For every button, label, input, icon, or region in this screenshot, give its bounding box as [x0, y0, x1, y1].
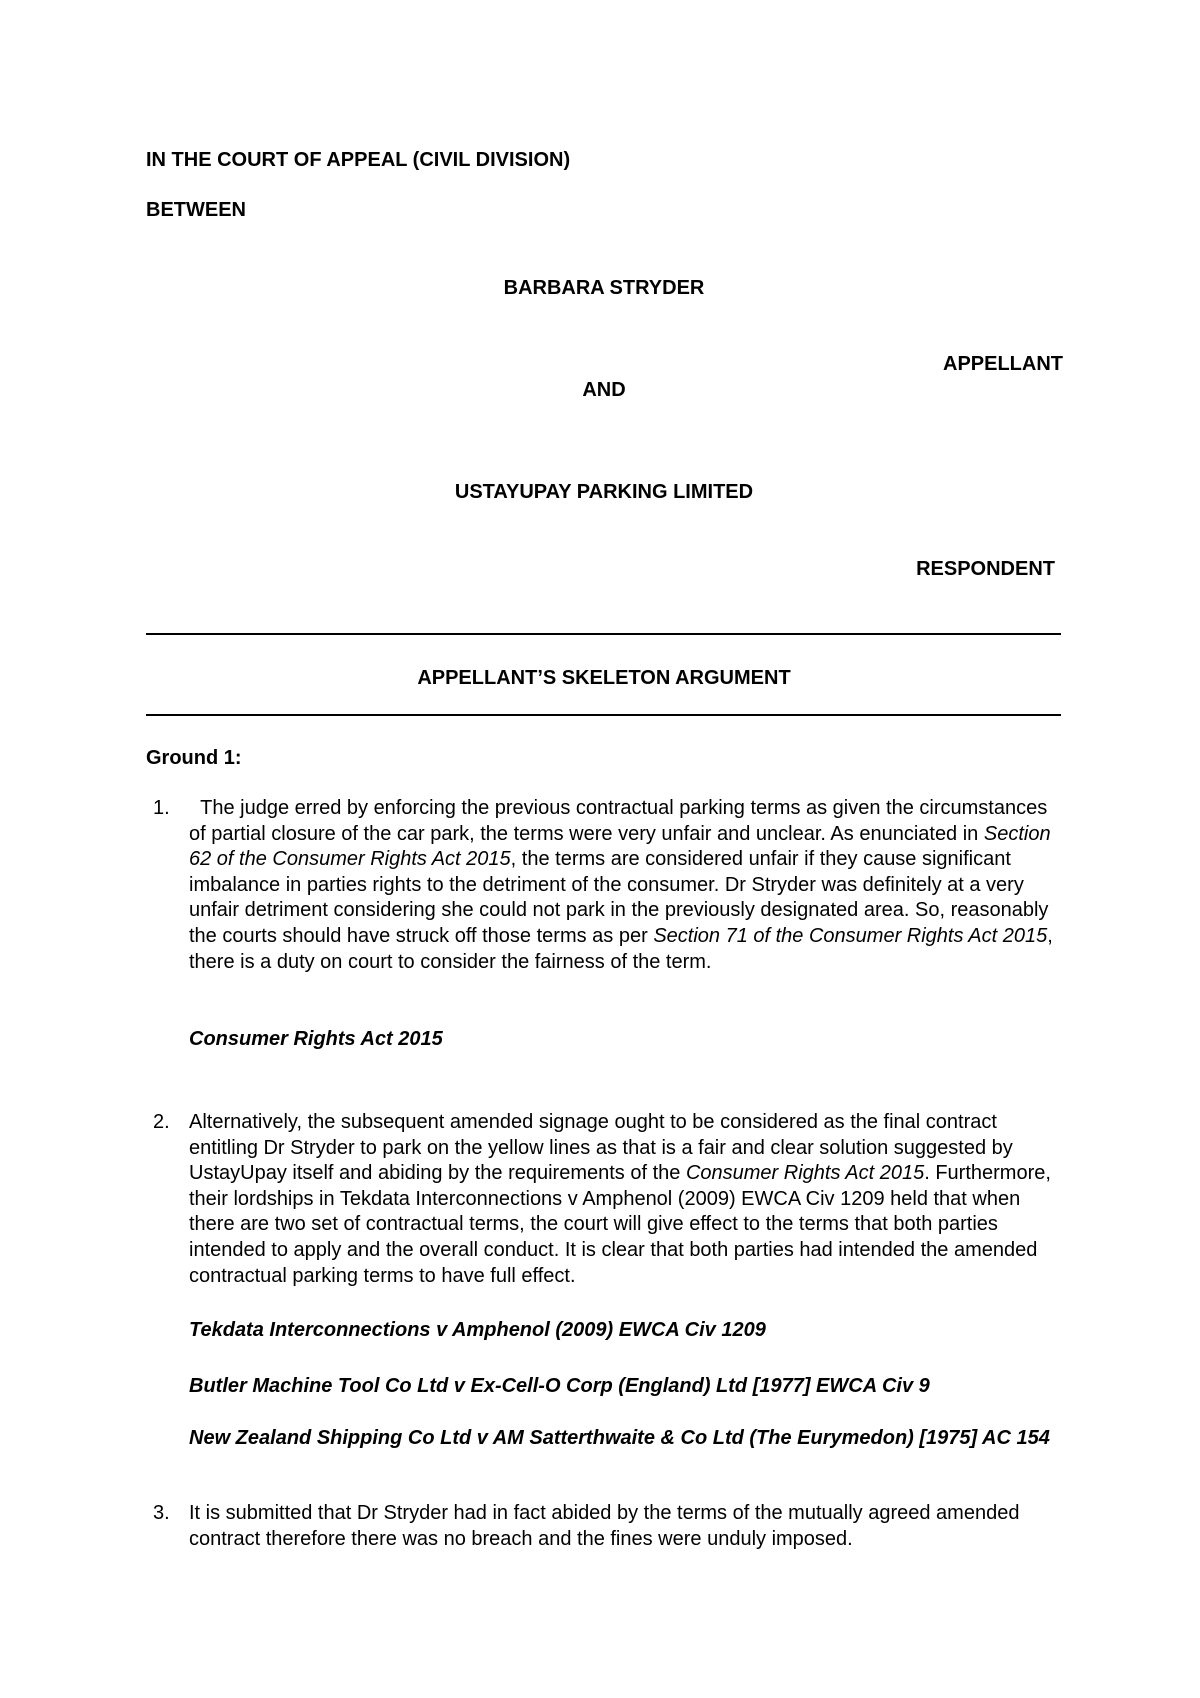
paragraph-text-segment: , the terms are considered unfair if they cause significant imbalance in parties rights to the detriment of the consumer. Dr Stryder was definitely at a very unfair detriment considering she could not park in the previously designated area. So, reasonably the courts should have struck off those terms as per: [189, 848, 1049, 947]
paragraph-text-segment: , there is a duty on court to consider the fairness of the term.: [189, 924, 1053, 973]
paragraph-3-text: It is submitted that Dr Stryder had in fact abided by the terms of the mutually agreed amended contract therefore there was no breach and the fines were unduly imposed.: [189, 1502, 1020, 1550]
citation: Consumer Rights Act 2015: [189, 1028, 443, 1050]
paragraph-text-segment: Alternatively, the subsequent amended signage ought to be considered as the final contract entitling Dr Stryder to park on the yellow lines as that is a fair and clear solution suggested by UstayUpay itself and abiding by the requirements of the: [189, 1111, 1013, 1185]
paragraph-text-segment: . Furthermore, their lordships in Tekdata Interconnections v Amphenol (2009) EWCA Civ 1209 held that when there are two set of contractual terms, the court will give effect to the terms that both parties intended to apply and the overall conduct. It is clear that both parties had intended the amended contractual parking terms to have full effect.: [189, 1162, 1051, 1287]
top-rule: [146, 633, 1061, 635]
paragraph-number: 1.: [153, 797, 170, 819]
statute-reference: Section 62 of the Consumer Rights Act 2015: [189, 822, 1051, 871]
ground-heading: Ground 1:: [146, 747, 242, 769]
respondent-name: USTAYUPAY PARKING LIMITED: [454, 481, 754, 503]
court-heading: IN THE COURT OF APPEAL (CIVIL DIVISION): [146, 149, 571, 171]
and-label: AND: [582, 379, 626, 401]
appellant-name: BARBARA STRYDER: [503, 277, 705, 299]
statute-reference: Section 71 of the Consumer Rights Act 2015: [653, 924, 1048, 947]
bottom-rule: [146, 714, 1061, 716]
paragraph-2-text: [189, 1110, 1069, 1289]
citation: New Zealand Shipping Co Ltd v AM Satterthwaite & Co Ltd (The Eurymedon) [1975] AC 154: [189, 1427, 1050, 1449]
citation: Tekdata Interconnections v Amphenol (2009) EWCA Civ 1209: [189, 1319, 766, 1341]
document-title: APPELLANT’S SKELETON ARGUMENT: [417, 667, 791, 689]
statute-reference: Consumer Rights Act 2015: [685, 1162, 925, 1185]
between-label: BETWEEN: [146, 199, 246, 221]
paragraph-number: 3.: [153, 1502, 170, 1524]
citation: Butler Machine Tool Co Ltd v Ex-Cell-O Corp (England) Ltd [1977] EWCA Civ 9: [189, 1375, 930, 1397]
paragraph-number: 2.: [153, 1111, 170, 1133]
appellant-role: APPELLANT: [943, 353, 1063, 375]
paragraph-1-text: [189, 796, 1069, 975]
respondent-role: RESPONDENT: [916, 558, 1055, 580]
paragraph-text-segment: The judge erred by enforcing the previous contractual parking terms as given the circumstances of partial closure of the car park, the terms were very unfair and unclear. As enunciated in: [189, 797, 1053, 845]
